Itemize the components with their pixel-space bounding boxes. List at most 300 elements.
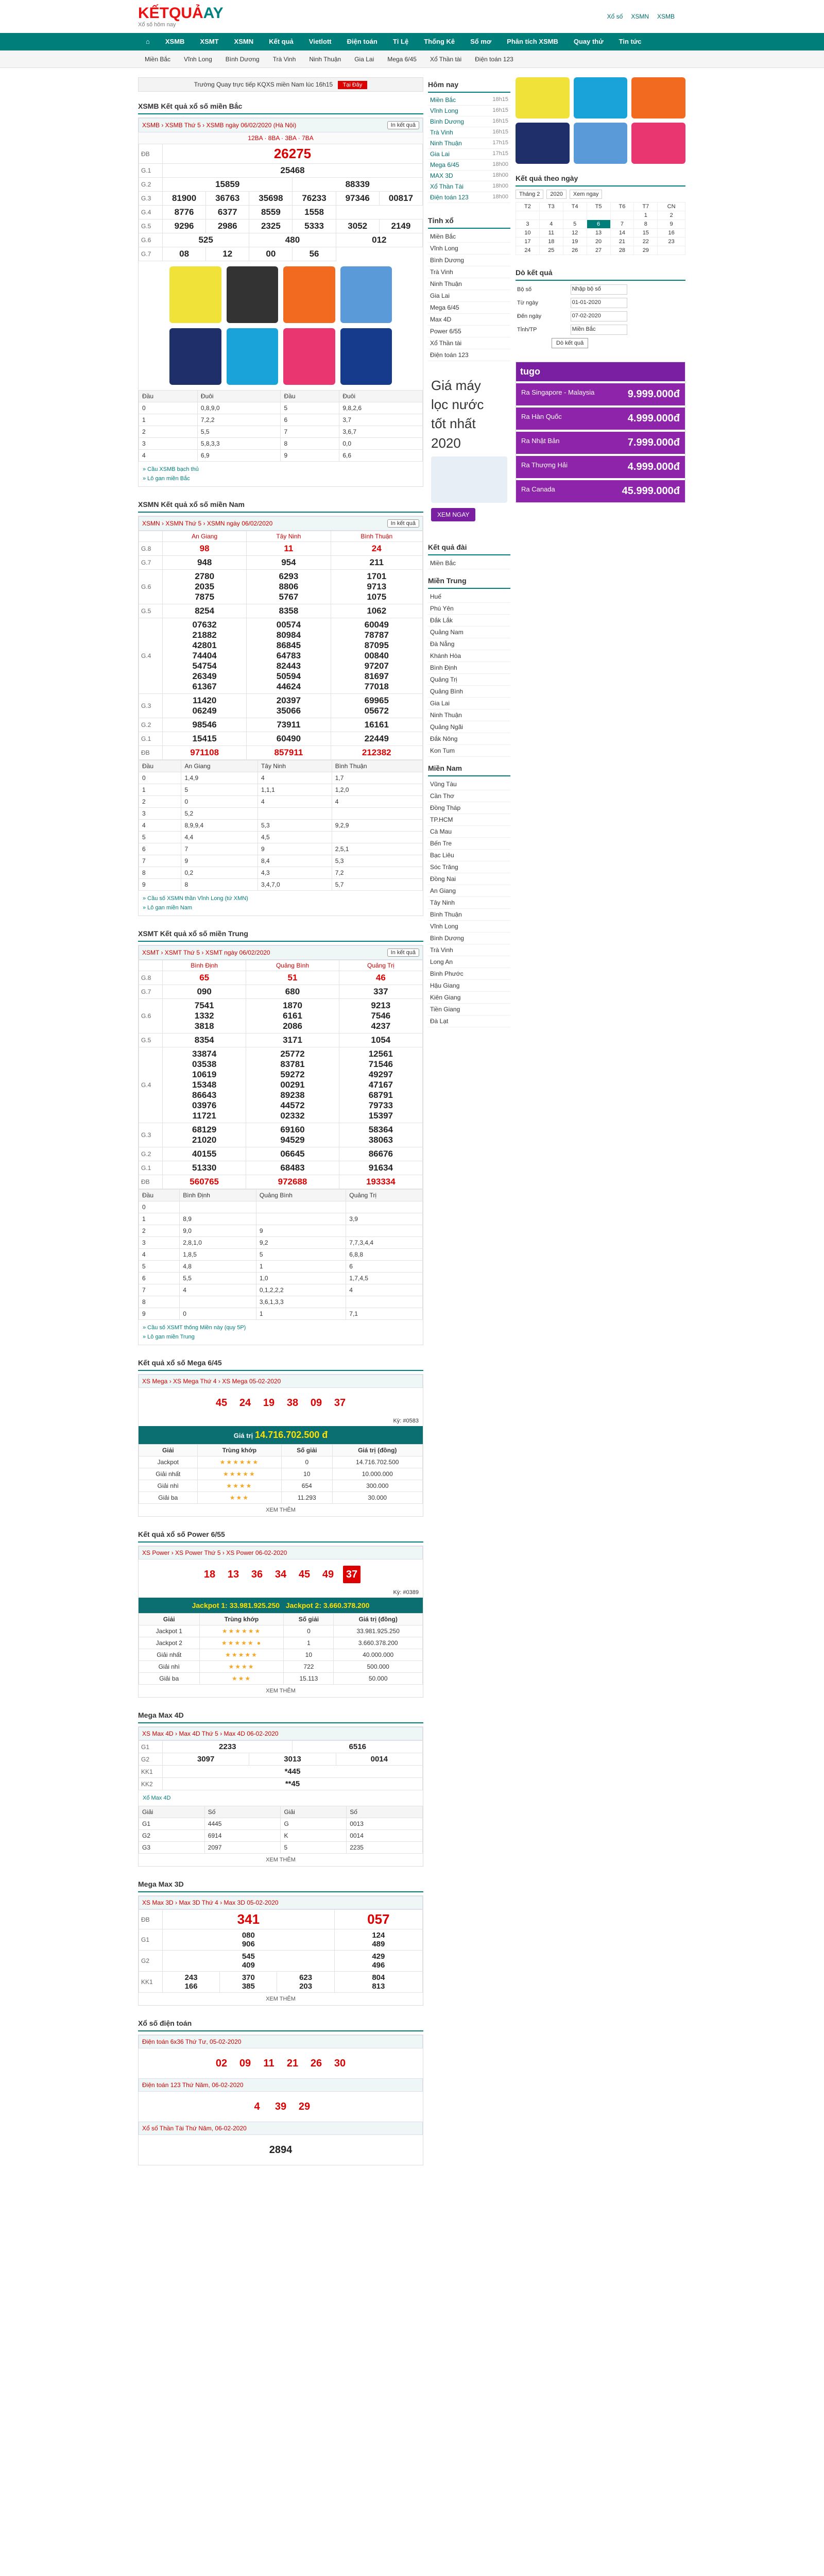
form-input[interactable]: Nhập bộ số (571, 284, 627, 295)
number: 26275 (273, 146, 312, 161)
province-name[interactable]: Bình Định (163, 960, 246, 971)
province-list (428, 231, 510, 361)
nav-item[interactable]: Vietlott (308, 38, 332, 45)
nav-item[interactable]: Sổ mơ (470, 38, 492, 45)
prize-cell: 33.981.925.250 (334, 1625, 423, 1637)
cal-day[interactable]: 28 (610, 246, 634, 255)
notice-button[interactable]: Tại Đây (338, 81, 368, 89)
loto-cell (258, 808, 332, 820)
nav-item[interactable]: Phân tích XSMB (507, 38, 558, 45)
nav-item[interactable]: Tỉ Lệ (392, 38, 409, 45)
xsmt-box (138, 945, 423, 1345)
number: 525 (198, 235, 213, 245)
number: 1701 (367, 571, 387, 581)
power-breadcrumb[interactable]: XS Power › XS Power Thứ 5 › XS Power 06-02-2020 (142, 1549, 287, 1556)
cal-day[interactable]: 9 (658, 220, 685, 229)
nav-item[interactable]: Tin tức (619, 38, 642, 45)
nav-item[interactable]: XSMT (200, 38, 219, 45)
subnav-item[interactable]: Bình Dương (225, 55, 260, 63)
shirt-image[interactable] (574, 77, 628, 118)
xsmt-breadcrumb[interactable]: XSMT › XSMT Thứ 5 › XSMT ngày 06/02/2020 (142, 949, 270, 956)
calendar-title: Kết quả theo ngày (516, 171, 685, 187)
cal-day[interactable]: 22 (634, 238, 658, 246)
number: 370 (242, 1973, 255, 1982)
prize-label: G.8 (139, 971, 163, 985)
number: 74404 (192, 651, 217, 660)
live-notice (138, 77, 423, 92)
result-number (163, 144, 423, 164)
today-item[interactable] (428, 127, 510, 138)
number: 1558 (304, 207, 324, 217)
xsmn-breadcrumb[interactable]: XSMN › XSMN Thứ 5 › XSMN ngày 06/02/2020 (142, 520, 273, 527)
shirt-image[interactable] (169, 328, 221, 385)
province-link[interactable]: Tây Ninh (428, 897, 510, 909)
draw-time: 18h00 (492, 183, 508, 189)
cal-day[interactable]: 20 (587, 238, 610, 246)
xsmt-subheader (139, 945, 423, 960)
cal-day[interactable]: 10 (516, 229, 540, 238)
province-link[interactable]: Trà Vinh (428, 266, 510, 278)
loto-cell: 0,1,2,2,2 (256, 1284, 346, 1296)
number: 73911 (277, 720, 301, 730)
mega-title: Kết quả xổ số Mega 6/45 (138, 1355, 423, 1371)
dt-a-title[interactable]: Điện toán 6x36 Thứ Tư, 05-02-2020 (142, 2038, 242, 2045)
cal-day[interactable]: 19 (563, 238, 587, 246)
dt-b-label (139, 2078, 423, 2092)
shirt-image[interactable] (340, 266, 392, 323)
today-link[interactable]: Vĩnh Long (430, 107, 458, 114)
today-item[interactable] (428, 106, 510, 116)
province-name[interactable]: Bình Thuận (331, 531, 422, 542)
cal-day[interactable]: 6 (587, 220, 610, 229)
shirt-image[interactable] (227, 266, 279, 323)
today-link[interactable]: MAX 3D (430, 172, 453, 179)
province-link[interactable]: Kon Tum (428, 745, 510, 757)
dt-c-label (139, 2122, 423, 2135)
loto-cell: 4 (139, 1249, 180, 1261)
province-name[interactable]: An Giang (163, 531, 247, 542)
cal-week (516, 229, 685, 238)
number: 1075 (367, 592, 387, 602)
result-number (163, 1033, 246, 1047)
prize-cell: 10 (284, 1649, 334, 1661)
result-number (247, 556, 331, 570)
number: 9213 (371, 1001, 391, 1010)
province-link[interactable]: Vũng Tàu (428, 778, 510, 790)
dt-c-title[interactable]: Xổ số Thần Tài Thứ Năm, 06-02-2020 (142, 2125, 247, 2132)
result-number (336, 1753, 422, 1766)
today-link[interactable]: Miền Bắc (430, 96, 456, 104)
number: 166 (184, 1982, 198, 1991)
loto-header: Giải (281, 1806, 347, 1818)
loto-row (139, 808, 423, 820)
loto-row (139, 1225, 423, 1237)
province-link[interactable]: Bạc Liêu (428, 850, 510, 861)
xsmb-breadcrumb[interactable]: XSMB › XSMB Thứ 5 › XSMB ngày 06/02/2020 (Hà Nội) (142, 122, 297, 129)
number: 51 (287, 973, 298, 982)
cal-day[interactable]: 15 (634, 229, 658, 238)
cal-day[interactable]: 26 (563, 246, 587, 255)
loto-cell: 4445 (204, 1818, 281, 1830)
nav-item[interactable]: Quay thử (573, 38, 604, 45)
cal-day[interactable]: 29 (634, 246, 658, 255)
nav-item[interactable]: Điện toán (347, 38, 377, 45)
prize-label: G.5 (139, 1033, 163, 1047)
main-nav (0, 33, 824, 50)
cal-day[interactable]: 1 (634, 211, 658, 220)
today-item[interactable] (428, 171, 510, 181)
province-link[interactable]: Bình Dương (428, 933, 510, 944)
loto-row (139, 426, 423, 438)
loto-cell: 6,6 (339, 450, 423, 462)
province-link[interactable]: Quảng Bình (428, 686, 510, 698)
today-link[interactable]: Xổ Thần Tài (430, 183, 464, 190)
shirt-image[interactable] (516, 77, 570, 118)
max4d-link[interactable]: Xổ Max 4D (143, 1795, 171, 1801)
see-more-button[interactable]: XEM THÊM (266, 1996, 296, 2002)
province-link[interactable]: Mega 6/45 (428, 302, 510, 314)
province-link[interactable]: Phú Yên (428, 603, 510, 615)
province-link[interactable]: Gia Lai (428, 698, 510, 709)
form-input[interactable]: 07-02-2020 (571, 311, 627, 321)
today-item[interactable] (428, 116, 510, 127)
cal-day[interactable]: 18 (539, 238, 563, 246)
province-name[interactable]: Quảng Trị (339, 960, 422, 971)
cal-day[interactable]: 8 (634, 220, 658, 229)
result-row (139, 1929, 423, 1951)
province-link[interactable]: Gia Lai (428, 290, 510, 302)
shirt-image[interactable] (283, 328, 335, 385)
subnav-item[interactable]: Xổ Thần tài (430, 55, 462, 63)
prize-cell: 300.000 (332, 1480, 422, 1492)
top-link[interactable]: XSMN (631, 13, 649, 20)
match-stars: ★★★ (197, 1492, 281, 1504)
cal-day[interactable]: 17 (516, 238, 540, 246)
province-link[interactable]: Miền Bắc (428, 231, 510, 243)
dt-box (138, 2035, 423, 2165)
loto-row (139, 1273, 423, 1284)
province-link[interactable]: Sóc Trăng (428, 861, 510, 873)
cal-day[interactable]: 11 (539, 229, 563, 238)
form-input[interactable]: 01-01-2020 (571, 298, 627, 308)
xsmn-loto-table (139, 760, 423, 891)
shirt-image[interactable] (631, 77, 685, 118)
loto-row (139, 784, 423, 796)
today-link[interactable]: Ninh Thuận (430, 140, 462, 147)
mega-breadcrumb[interactable]: XS Mega › XS Mega Thứ 4 › XS Mega 05-02-2020 (142, 1378, 281, 1385)
cal-day[interactable]: 3 (516, 220, 540, 229)
today-link[interactable]: Mega 6/45 (430, 161, 459, 168)
province-link[interactable]: Vĩnh Long (428, 243, 510, 255)
print-button[interactable]: In kết quả (387, 519, 419, 528)
loto-head (139, 391, 423, 402)
loto-header: Quảng Trị (346, 1190, 423, 1201)
cal-day[interactable]: 21 (610, 238, 634, 246)
tugo-ad[interactable] (516, 362, 685, 503)
province-link[interactable]: Quảng Ngãi (428, 721, 510, 733)
month-select[interactable]: Tháng 2 (516, 190, 543, 199)
cal-day[interactable]: 5 (563, 220, 587, 229)
loto-cell: 8 (181, 879, 258, 891)
top-link[interactable]: XSMB (657, 13, 675, 20)
number: 15348 (192, 1080, 217, 1090)
result-number (249, 233, 336, 247)
shirt-image[interactable] (631, 123, 685, 164)
xsmb-link[interactable]: » Cầu XSMB bạch thủ (143, 466, 199, 472)
cal-day[interactable]: 13 (587, 229, 610, 238)
cal-day[interactable]: 4 (539, 220, 563, 229)
number: 813 (372, 1982, 385, 1991)
province-link[interactable]: Miền Bắc (428, 557, 510, 569)
jackpot-label: Giá trị (233, 1432, 253, 1439)
province-link[interactable]: Vĩnh Long (428, 921, 510, 933)
province-link[interactable]: Trà Vinh (428, 944, 510, 956)
today-item[interactable] (428, 95, 510, 106)
prize-label: G.7 (139, 247, 163, 261)
today-link[interactable]: Điện toán 123 (430, 194, 469, 201)
today-link[interactable]: Gia Lai (430, 150, 450, 158)
see-more-button[interactable]: XEM THÊM (266, 1857, 296, 1863)
cal-day[interactable]: 16 (658, 229, 685, 238)
lottery-ball: 4 (254, 2101, 260, 2112)
province-link[interactable]: Bình Định (428, 662, 510, 674)
number: 69160 (280, 1125, 305, 1134)
province-link[interactable]: Tiền Giang (428, 1004, 510, 1015)
loto-cell: 1,7 (332, 772, 422, 784)
result-number (293, 219, 336, 233)
result-row (139, 732, 423, 746)
draw-time: 18h00 (492, 194, 508, 200)
loto-cell: 4 (346, 1284, 423, 1296)
subnav-item[interactable]: Điện toán 123 (475, 55, 513, 63)
prize-label: G1 (139, 1741, 163, 1753)
cal-day[interactable]: 27 (587, 246, 610, 255)
loto-cell: 4,3 (258, 867, 332, 879)
shirt-image[interactable] (574, 123, 628, 164)
result-number (331, 556, 422, 570)
cal-day[interactable]: 14 (610, 229, 634, 238)
purifier-ad[interactable] (428, 371, 510, 524)
site-logo[interactable] (138, 6, 224, 28)
check-button[interactable]: Dò kết quả (552, 338, 588, 348)
max3d-breadcrumb[interactable]: XS Max 3D › Max 3D Thứ 4 › Max 3D 05-02-2020 (142, 1899, 279, 1906)
subnav-item[interactable]: Gia Lai (354, 55, 374, 63)
subnav-item[interactable]: Trà Vinh (272, 55, 296, 63)
draw-time: 17h15 (492, 140, 508, 146)
province-link[interactable]: Đà Lạt (428, 1015, 510, 1027)
province-link[interactable]: TP.HCM (428, 814, 510, 826)
power-box (138, 1546, 423, 1698)
nav-item[interactable]: ⌂ (146, 38, 150, 45)
xsmn-link[interactable]: » Cầu số XSMN thần Vĩnh Long (tứ XMN) (143, 895, 248, 902)
loto-cell (346, 1225, 423, 1237)
number: 5767 (279, 592, 299, 602)
form-input[interactable]: Miền Bắc (571, 325, 627, 335)
number: 97346 (345, 193, 370, 203)
result-number (163, 718, 247, 732)
province-link[interactable]: Xổ Thần tài (428, 337, 510, 349)
province-link[interactable]: Đắk Lắk (428, 615, 510, 626)
result-number (246, 1161, 339, 1175)
subnav-item[interactable]: Ninh Thuận (309, 55, 341, 63)
province-link[interactable]: Điện toán 123 (428, 349, 510, 361)
result-number (206, 192, 249, 206)
loto-cell: 0014 (347, 1830, 423, 1842)
mn-list (428, 778, 510, 1027)
shirt-image[interactable] (227, 328, 279, 385)
tugo-deal[interactable] (516, 480, 685, 502)
nav-item[interactable]: XSMN (234, 38, 254, 45)
today-item[interactable] (428, 160, 510, 171)
mega-box (138, 1374, 423, 1517)
tugo-deal[interactable] (516, 408, 685, 430)
match-stars: ★★★★ (197, 1480, 281, 1492)
province-link[interactable]: Ninh Thuận (428, 278, 510, 290)
today-item[interactable] (428, 181, 510, 192)
shirt-ad-side[interactable] (516, 77, 685, 164)
prize-label: G.2 (139, 178, 163, 192)
loto-row (139, 772, 423, 784)
result-number (339, 1175, 422, 1189)
number: 47167 (368, 1080, 393, 1090)
prize-row (139, 1661, 423, 1673)
top-link[interactable]: Xổ số (607, 13, 623, 20)
today-item[interactable] (428, 138, 510, 149)
loto-cell: 3 (139, 1237, 180, 1249)
dt-b-title[interactable]: Điện toán 123 Thứ Năm, 06-02-2020 (142, 2081, 244, 2089)
province-link[interactable]: Đồng Nai (428, 873, 510, 885)
province-link[interactable]: Quảng Nam (428, 626, 510, 638)
result-number (334, 1951, 422, 1972)
cal-day[interactable]: 23 (658, 238, 685, 246)
result-number (249, 206, 293, 219)
province-link[interactable]: Long An (428, 956, 510, 968)
today-item[interactable] (428, 149, 510, 160)
cal-day[interactable]: 12 (563, 229, 587, 238)
loto-cell: 5,5 (180, 1273, 256, 1284)
shirt-ad[interactable] (139, 261, 423, 390)
xsmn-link[interactable]: » Lô gan miền Nam (143, 905, 192, 911)
prize-head (139, 1445, 423, 1456)
shirt-image[interactable] (340, 328, 392, 385)
ad-button[interactable]: XEM NGAY (431, 508, 475, 521)
result-row (139, 718, 423, 732)
number: 12 (222, 249, 233, 259)
bonus-ball: 37 (343, 1566, 360, 1583)
province-link[interactable]: An Giang (428, 885, 510, 897)
cal-day[interactable]: 24 (516, 246, 540, 255)
print-button[interactable]: In kết quả (387, 121, 419, 129)
province-name[interactable]: Quảng Bình (246, 960, 339, 971)
view-button[interactable]: Xem ngay (570, 190, 603, 199)
province-link[interactable]: Bình Thuận (428, 909, 510, 921)
mt-list (428, 591, 510, 757)
result-number (249, 192, 293, 206)
xsmb-link[interactable]: » Lô gan miền Bắc (143, 476, 190, 482)
tugo-deal[interactable] (516, 456, 685, 478)
province-link[interactable]: Hậu Giang (428, 980, 510, 992)
loto-cell: 2,5,1 (332, 843, 422, 855)
today-item[interactable] (428, 192, 510, 203)
loto-row (139, 450, 423, 462)
xsmt-link[interactable]: » Cầu số XSMT thống Miền này (quy 5P) (143, 1325, 246, 1331)
province-link[interactable]: Ninh Thuận (428, 709, 510, 721)
number: 88339 (345, 179, 370, 189)
loto-cell: 0 (180, 1308, 256, 1320)
tugo-deal[interactable] (516, 383, 685, 405)
number: 00574 (276, 620, 301, 630)
province-link[interactable]: Cà Mau (428, 826, 510, 838)
province-link[interactable]: Khánh Hòa (428, 650, 510, 662)
province-link[interactable]: Đà Nẵng (428, 638, 510, 650)
print-button[interactable]: In kết quả (387, 948, 419, 957)
province-link[interactable]: Kiên Giang (428, 992, 510, 1004)
result-row (139, 1147, 423, 1161)
loto-cell: 9 (139, 879, 181, 891)
nav-item[interactable]: Kết quả (269, 38, 294, 45)
subnav-item[interactable]: Vĩnh Long (184, 55, 212, 63)
number: 057 (367, 1911, 390, 1927)
result-number (247, 604, 331, 618)
mega-prize-table (139, 1444, 423, 1504)
loto-cell: 9 (258, 843, 332, 855)
shirt-image[interactable] (516, 123, 570, 164)
cal-day[interactable]: 2 (658, 211, 685, 220)
nav-item[interactable]: Thống Kê (424, 38, 455, 45)
number: 7875 (195, 592, 215, 602)
province-link[interactable]: Đồng Tháp (428, 802, 510, 814)
province-link[interactable]: Max 4D (428, 314, 510, 326)
number: 51330 (192, 1163, 217, 1173)
xsmt-link[interactable]: » Lô gan miền Trung (143, 1334, 195, 1340)
today-link[interactable]: Bình Dương (430, 118, 464, 125)
shirt-image[interactable] (169, 266, 221, 323)
number: 10619 (192, 1070, 217, 1079)
max4d-breadcrumb[interactable]: XS Max 4D › Max 4D Thứ 5 › Max 4D 06-02-2020 (142, 1730, 279, 1737)
province-link[interactable]: Huế (428, 591, 510, 603)
tugo-deal[interactable] (516, 432, 685, 454)
province-link[interactable]: Bình Phước (428, 968, 510, 980)
province-link[interactable]: Bến Tre (428, 838, 510, 850)
nav-item[interactable]: XSMB (165, 38, 185, 45)
province-link[interactable]: Bình Dương (428, 255, 510, 266)
subnav-item[interactable]: Miền Bắc (145, 55, 171, 63)
loto-header: Bình Định (180, 1190, 256, 1201)
number: 50594 (276, 671, 301, 681)
shirt-image[interactable] (283, 266, 335, 323)
province-link[interactable]: Đắk Nông (428, 733, 510, 745)
province-name[interactable]: Tây Ninh (247, 531, 331, 542)
result-row (139, 1972, 423, 1993)
see-more-button[interactable]: XEM THÊM (266, 1507, 296, 1513)
today-link[interactable]: Trà Vinh (430, 129, 453, 136)
result-row (139, 604, 423, 618)
loto-cell: 4,4 (181, 832, 258, 843)
cal-day[interactable]: 7 (610, 220, 634, 229)
cal-day[interactable]: 25 (539, 246, 563, 255)
prize-cell: Jackpot 1 (139, 1625, 200, 1637)
result-row (139, 247, 423, 261)
province-link[interactable]: Power 6/55 (428, 326, 510, 337)
subnav-item[interactable]: Mega 6/45 (387, 55, 417, 63)
province-link[interactable]: Quảng Trị (428, 674, 510, 686)
year-select[interactable]: 2020 (546, 190, 566, 199)
province-link[interactable]: Cần Thơ (428, 790, 510, 802)
prize-label: G.1 (139, 1161, 163, 1175)
number: 76233 (302, 193, 327, 203)
see-more-button[interactable]: XEM THÊM (266, 1688, 296, 1694)
number: 46 (375, 973, 386, 982)
